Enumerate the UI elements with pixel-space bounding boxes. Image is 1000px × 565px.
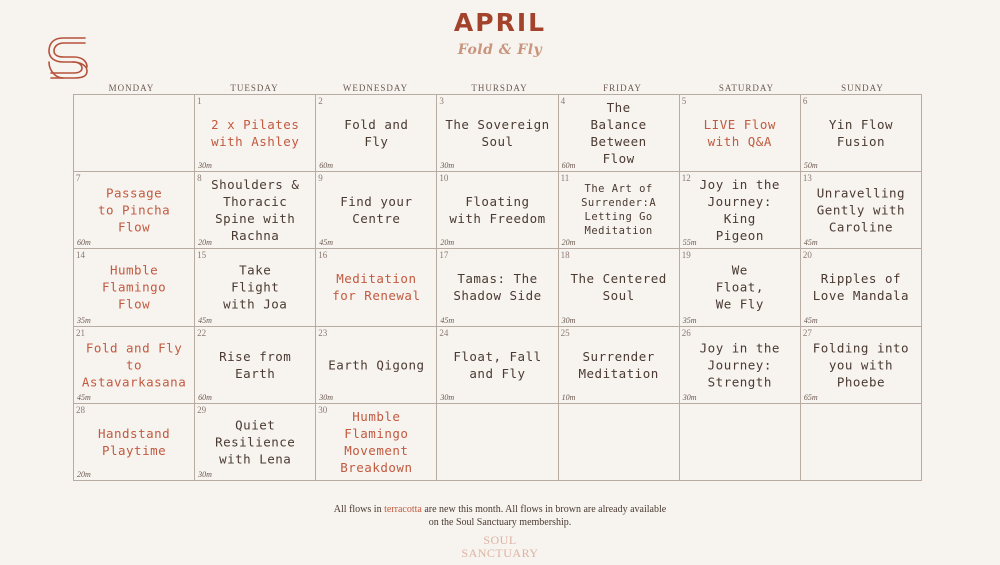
class-duration: 45m <box>440 315 455 325</box>
day-cell-18[interactable] <box>559 249 680 326</box>
day-number: 24 <box>439 327 449 338</box>
calendar-grid <box>73 94 922 481</box>
class-title: Shoulders & Thoracic Spine with Rachna <box>211 177 300 244</box>
day-number: 1 <box>197 96 202 106</box>
day-cell-25[interactable] <box>559 327 680 404</box>
day-cell-13[interactable] <box>801 172 922 249</box>
day-number: 7 <box>76 173 81 184</box>
class-title: Tamas: The Shadow Side <box>453 271 542 304</box>
legend-note <box>0 503 1000 529</box>
day-number: 15 <box>197 250 207 261</box>
class-duration: 20m <box>77 469 91 479</box>
class-title: Handstand Playtime <box>97 425 171 458</box>
class-duration: 30m <box>440 392 455 402</box>
class-title: Joy in the Journey: King Pigeon <box>699 177 780 244</box>
day-cell-17[interactable] <box>437 249 558 326</box>
class-duration: 45m <box>319 238 334 248</box>
class-title: The Centered Soul <box>570 271 667 304</box>
day-cell-9[interactable] <box>316 172 437 249</box>
day-cell-27[interactable] <box>801 327 922 404</box>
day-number: 18 <box>560 250 570 261</box>
day-number: 22 <box>197 327 207 338</box>
day-cell-20[interactable] <box>801 249 922 326</box>
class-title: Float, Fall and Fly <box>453 348 542 381</box>
day-cell-5[interactable] <box>680 95 801 172</box>
day-number: 21 <box>76 327 85 338</box>
class-title: Yin Flow Fusion <box>828 117 894 150</box>
class-duration: 30m <box>198 469 212 479</box>
legend-text-c: on the Soul Sanctuary membership. <box>428 517 572 528</box>
day-number: 26 <box>681 327 691 338</box>
class-title: Ripples of Love Mandala <box>812 271 910 304</box>
empty-cell <box>801 404 922 481</box>
day-header-thursday: THURSDAY <box>471 83 528 93</box>
day-cell-21[interactable] <box>74 327 195 404</box>
class-title: LIVE Flow with Q&A <box>703 117 776 150</box>
day-header-saturday: SATURDAY <box>718 83 775 93</box>
class-duration: 30m <box>198 161 212 171</box>
class-duration: 45m <box>803 238 818 248</box>
class-duration: 55m <box>682 238 697 248</box>
class-title: Humble Flamingo Movement Breakdown <box>340 408 413 475</box>
empty-cell <box>680 404 801 481</box>
class-title: The Sovereign Soul <box>445 117 550 150</box>
day-number: 12 <box>681 173 691 184</box>
class-title: Take Flight with Joa <box>223 262 288 312</box>
day-header-tuesday: TUESDAY <box>230 83 279 93</box>
legend-terracotta-word: terracotta <box>384 504 422 515</box>
class-title: 2 x Pilates with Ashley <box>211 117 300 150</box>
brand-line-1: SOUL <box>483 533 517 547</box>
empty-cell <box>437 404 558 481</box>
day-header-monday: MONDAY <box>108 83 155 93</box>
month-title: APRIL <box>453 8 547 37</box>
day-number: 3 <box>439 96 444 106</box>
class-duration: 45m <box>803 315 818 325</box>
class-duration: 20m <box>198 238 212 248</box>
day-cell-28[interactable] <box>74 404 195 481</box>
class-title: Quiet Resilience with Lena <box>215 417 296 467</box>
day-number: 20 <box>802 250 812 261</box>
day-cell-30[interactable] <box>316 404 437 481</box>
soul-sanctuary-wordmark <box>0 534 1000 560</box>
day-cell-6[interactable] <box>801 95 922 172</box>
class-duration: 45m <box>198 315 212 325</box>
class-title: Fold and Fly to Astavarkasana <box>81 340 187 390</box>
day-number: 29 <box>197 404 207 415</box>
day-cell-7[interactable] <box>74 172 195 249</box>
empty-cell <box>74 95 195 172</box>
day-cell-4[interactable] <box>559 95 680 172</box>
day-number: 28 <box>76 404 85 415</box>
day-cell-8[interactable] <box>195 172 316 249</box>
class-title: Surrender Meditation <box>578 348 659 381</box>
day-cell-23[interactable] <box>316 327 437 404</box>
day-cell-29[interactable] <box>195 404 316 481</box>
class-title: Unravelling Gently with Caroline <box>816 185 906 235</box>
class-title: Fold and Fly <box>344 117 409 150</box>
day-number: 16 <box>318 250 328 261</box>
day-cell-14[interactable] <box>74 249 195 326</box>
day-header-sunday: SUNDAY <box>841 83 884 93</box>
day-number: 10 <box>439 173 449 184</box>
class-title: Folding into you with Phoebe <box>812 340 910 390</box>
day-number: 25 <box>560 327 570 338</box>
day-cell-12[interactable] <box>680 172 801 249</box>
day-number: 4 <box>560 96 566 106</box>
day-cell-2[interactable] <box>316 95 437 172</box>
class-duration: 45m <box>77 392 91 402</box>
class-duration: 60m <box>198 392 212 402</box>
class-title: Meditation for Renewal <box>332 271 421 304</box>
day-number: 19 <box>681 250 691 261</box>
class-duration: 35m <box>682 315 697 325</box>
day-number: 17 <box>439 250 449 261</box>
day-number: 23 <box>318 327 328 338</box>
day-cell-19[interactable] <box>680 249 801 326</box>
day-cell-10[interactable] <box>437 172 558 249</box>
day-number: 6 <box>802 96 808 106</box>
theme-subtitle: Fold & Fly <box>457 42 543 58</box>
class-duration: 30m <box>561 315 576 325</box>
class-title: Humble Flamingo Flow <box>101 262 167 312</box>
class-duration: 20m <box>440 238 455 248</box>
class-title: The Art of Surrender:A Letting Go Meditation <box>581 183 657 238</box>
class-title: Joy in the Journey: Strength <box>699 340 780 390</box>
class-duration: 10m <box>561 392 576 402</box>
class-duration: 60m <box>319 161 334 171</box>
day-cell-15[interactable] <box>195 249 316 326</box>
day-number: 9 <box>318 173 323 184</box>
legend-text-a: All flows in <box>333 504 385 515</box>
class-duration: 65m <box>803 392 818 402</box>
day-number: 2 <box>318 96 323 106</box>
day-cell-1[interactable] <box>195 95 316 172</box>
day-cell-24[interactable] <box>437 327 558 404</box>
legend-text-b: are new this month. All flows in brown are already available <box>421 504 667 515</box>
day-number: 5 <box>681 96 687 106</box>
class-duration: 35m <box>77 315 91 325</box>
day-number: 13 <box>802 173 812 184</box>
day-header-friday: FRIDAY <box>603 83 642 93</box>
day-cell-11[interactable] <box>559 172 680 249</box>
class-duration: 60m <box>77 238 91 248</box>
day-number: 30 <box>318 404 328 415</box>
day-number: 14 <box>76 250 85 261</box>
day-cell-16[interactable] <box>316 249 437 326</box>
empty-cell <box>559 404 680 481</box>
class-title: Earth Qigong <box>328 357 425 373</box>
class-duration: 30m <box>682 392 697 402</box>
class-title: We Float, We Fly <box>715 262 764 312</box>
class-duration: 50m <box>803 161 818 171</box>
class-title: The Balance Between Flow <box>590 100 647 167</box>
day-cell-26[interactable] <box>680 327 801 404</box>
class-duration: 30m <box>319 392 334 402</box>
class-title: Rise from Earth <box>219 348 292 381</box>
class-title: Floating with Freedom <box>449 194 546 227</box>
day-cell-22[interactable] <box>195 327 316 404</box>
class-duration: 20m <box>561 238 576 248</box>
brand-line-2: SANCTUARY <box>461 546 539 560</box>
class-title: Find your Centre <box>340 194 413 227</box>
day-number: 8 <box>197 173 202 184</box>
class-duration: 30m <box>440 161 455 171</box>
day-number: 27 <box>802 327 812 338</box>
day-header-wednesday: WEDNESDAY <box>342 83 409 93</box>
day-number: 11 <box>560 173 570 184</box>
class-title: Passage to Pincha Flow <box>97 185 171 235</box>
class-duration: 60m <box>561 161 576 171</box>
day-cell-3[interactable] <box>437 95 558 172</box>
